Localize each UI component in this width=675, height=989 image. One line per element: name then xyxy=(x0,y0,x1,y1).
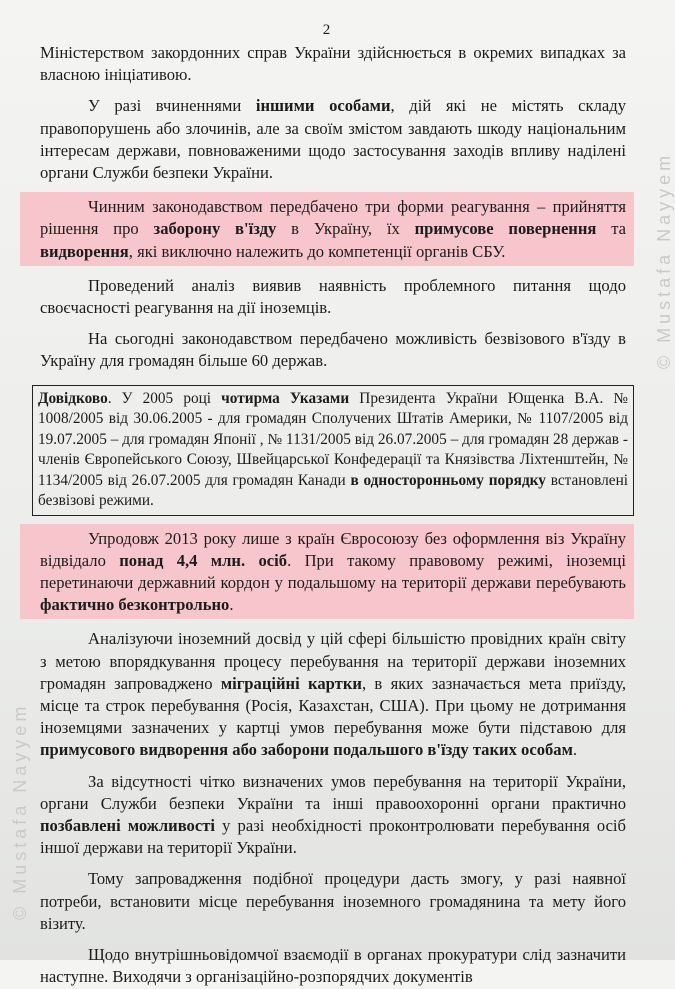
paragraph-5: На сьогодні законодавством передбачено можливість безвізового в'їзду в Україну для громадян більше 60 держав. xyxy=(40,329,626,371)
highlighted-paragraph-3: Чинним законодавством передбачено три форми реагування – прийняття рішення про заборону в'їзду в Україну, їх примусове повернення та видворення, які виключно належить до компетенції органів СБУ. xyxy=(20,192,634,266)
watermark-left: © Mustafa Nayyem xyxy=(10,702,30,920)
highlighted-paragraph-6: Упродовж 2013 року лише з країн Євросоюзу без оформлення віз Україну відвідало понад 4,4 млн. осіб. При такому правовому режимі, іноземці перетинаючи державний кордон у подальшому на території держави перебувають фактично безконтрольно. xyxy=(20,524,634,620)
paragraph-4: Проведений аналіз виявив наявність проблемного питання щодо своєчасності реагування на дії іноземців. xyxy=(40,275,626,318)
reference-box: Довідково. У 2005 році чотирма Указами Президента України Ющенка В.А. № 1008/2005 від 30.06.2005 - для громадян Сполучених Штатів Америки, № 1107/2005 від 19.07.2005 – для громадян Японії , № 1131/2005 від 26.07.2005 – для громадян 28 держав - членів Європейського Союзу, Швейцарської Конфедерації та Князівства Ліхтенштейн, № 1134/2005 від 26.07.2005 для громадян Канади в односторонньому порядку встановлені безвізові режими. xyxy=(32,385,634,516)
paragraph-10: Щодо внутрішньовідомчої взаємодії в органах прокуратури слід зазначити наступне. Виходячи з організаційно-розпорядчих документів xyxy=(40,945,626,987)
paragraph-9: Тому запровадження подібної процедури дасть змогу, у разі наявної потреби, встановити місце перебування іноземного громадянина та мету його візиту. xyxy=(40,869,626,933)
watermark-right: © Mustafa Nayyem xyxy=(653,151,674,370)
paragraph-2: У разі вчиненнями іншими особами, дій які не містять складу правопорушень або злочинів, але за своїм змістом завдають шкоду національним інтересам держави, повноваженими щодо застосування заходів впливу наділені органи Служби безпеки України. xyxy=(40,96,626,183)
page-number: 2 xyxy=(322,22,331,38)
paragraph-1: Міністерством закордонних справ України здійснюється в окремих випадках за власною ініціативою. xyxy=(40,43,626,85)
paragraph-8: За відсутності чітко визначених умов перебування на території України, органи Служби безпеки України та інші правоохоронні органи практично позбавлені можливості у разі необхідності проконтролювати перебування осіб іншої держави на території України. xyxy=(40,771,626,858)
paragraph-7: Аналізуючи іноземний досвід у цій сфері більшістю провідних країн світу з метою впорядкування процесу перебування на території держави іноземних громадян запроваджено міграційні картки, в яких зазначається мета приїзду, місце та строк перебування (Росія, Казахстан, США). При цьому не дотримання іноземцями зазначених у картці умов перебування може бути підставою для примусового видворення або заборони подальшого в'їзду таких особам. xyxy=(40,629,626,760)
document-body xyxy=(38,42,629,989)
